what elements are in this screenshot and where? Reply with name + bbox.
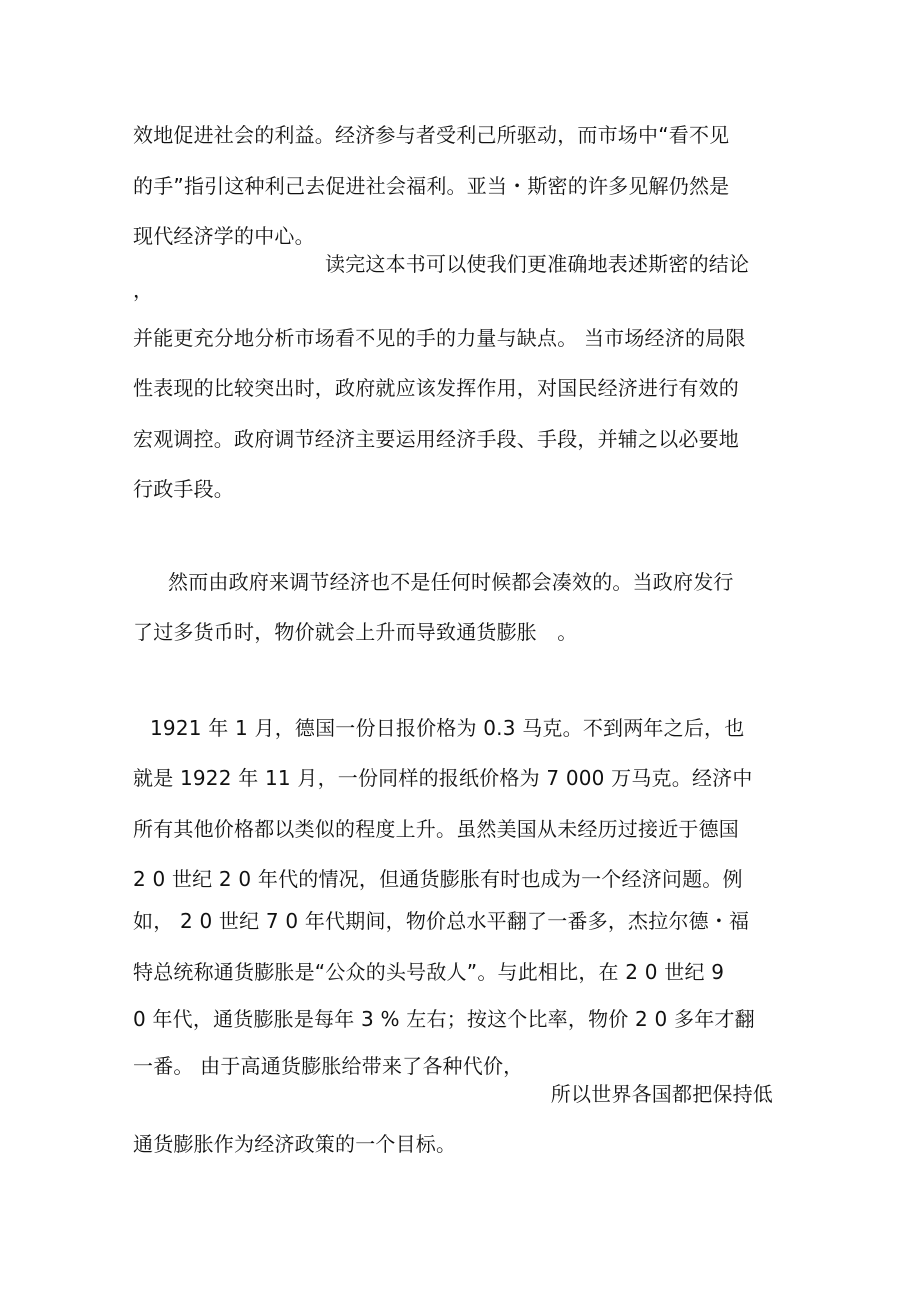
text-line: 现代经济学的中心。: [133, 224, 315, 248]
text-line: 了过多货币时，物价就会上升而导致通货膨胀 。: [133, 620, 578, 644]
text-line: 0 年代，通货膨胀是每年 3 % 左右；按这个比率，物价 2 0 多年才翻: [133, 1007, 755, 1031]
text-line: 性表现的比较突出时，政府就应该发挥作用，对国民经济进行有效的: [133, 376, 739, 400]
text-line: 如， 2 0 世纪 7 0 年代期间，物价总水平翻了一番多，杰拉尔德・福: [133, 909, 750, 933]
text-line: 并能更充分地分析市场看不见的手的力量与缺点。 当市场经济的局限: [133, 326, 746, 350]
text-line: 通货膨胀作为经济政策的一个目标。: [133, 1132, 457, 1156]
text-line: 行政手段。: [133, 477, 234, 501]
text-line: 的手”指引这种利己去促进社会福利。亚当・斯密的许多见解仍然是: [133, 174, 730, 198]
text-line: 所以世界各国都把保持低: [550, 1082, 773, 1106]
text-line: 1921 年 1 月，德国一份日报价格为 0.3 马克。不到两年之后，也: [150, 716, 745, 740]
text-line: 就是 1922 年 11 月，一份同样的报纸价格为 7 000 万马克。经济中: [133, 766, 753, 790]
text-line: 2 0 世纪 2 0 年代的情况，但通货膨胀有时也成为一个经济问题。例: [133, 867, 743, 891]
text-line: 然而由政府来调节经济也不是任何时候都会凑效的。当政府发行: [168, 570, 734, 594]
text-line: 一番。 由于高通货膨胀给带来了各种代价，: [133, 1054, 524, 1078]
text-line: 效地促进社会的利益。经济参与者受利己所驱动，而市场中“看不见: [133, 123, 730, 147]
text-line: 特总统称通货膨胀是“公众的头号敌人”。与此相比，在 2 0 世纪 9: [133, 960, 725, 984]
text-line: 宏观调控。政府调节经济主要运用经济手段、手段，并辅之以必要地: [133, 427, 739, 451]
text-line: 读完这本书可以使我们更准确地表述斯密的结论: [325, 252, 750, 276]
text-line: ，: [133, 278, 154, 302]
text-line: 所有其他价格都以类似的程度上升。虽然美国从未经历过接近于德国: [133, 817, 739, 841]
